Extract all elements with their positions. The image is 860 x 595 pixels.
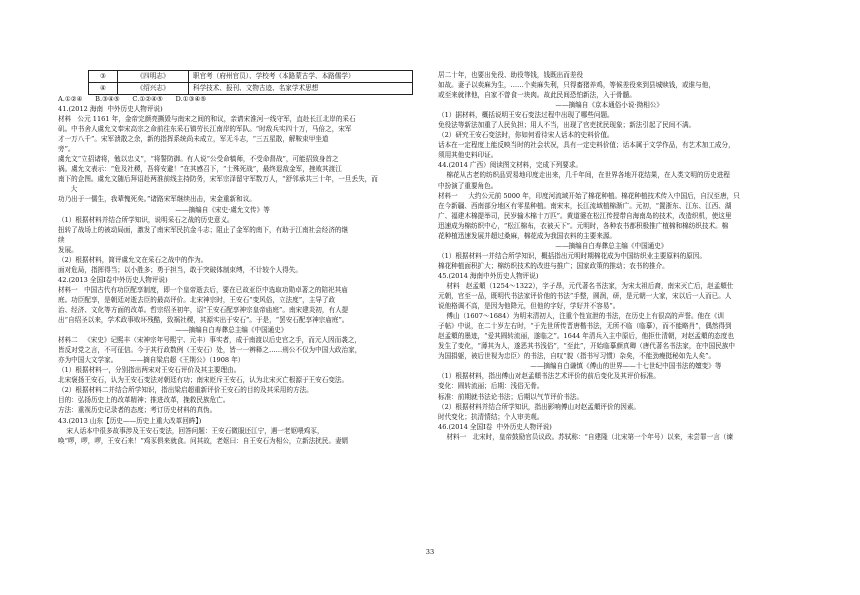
text-line: 材料二 《宋史》记熙丰（宋神宗年号熙宁、元丰）事实者，成于南渡以后史官之手，而元人因而袭之， [58, 336, 362, 345]
text-line: 续 [58, 235, 65, 244]
text-line: 在今新疆、西南部分地区有零星种植。南宋末，长江流域植棉渐广。元初，“置浙东、江东、江西、湖 [438, 201, 732, 210]
text-line: 发生了变化，“薄其为人，遂恶其书浅俗”，“至此”，开始临摹颜真卿（唐代著名书法家，在中国民族中 [438, 342, 736, 351]
text-line: 面对危局，指挥得当；以小胜多；勇于担当，敢于突破体制束缚，不计较个人得失。 [58, 265, 302, 274]
text-line: 材料一 北宋时，皇帝鼓励官员议政。苏轼称：“自建隆（北宋第一个年号）以来，未尝罪一言（谏 [438, 432, 733, 441]
text-line: 免役法等新法加重了人民负担；用人不当，出现了官吏扰民现象；新法引起了民间不满。 [438, 121, 696, 130]
text-line: 北宋褒扬王安石，认为王安石变法对朝廷有功；南宋贬斥王安石，认为北宋灭亡根源于王安石变法。 [58, 376, 349, 385]
text-line: 矶。中书舍人虞允文奉宋高宗之命前往东采石镇劳长江南岸的军队。“时敌兵实四十万，马倍之，宋军 [58, 125, 352, 134]
row-number: ④ [89, 83, 118, 95]
text-line: 大 [58, 185, 78, 194]
text-line: （2）根据材料，简评虞允文在采石之战中的作为。 [58, 255, 208, 264]
text-line: 赵孟頫的墨迹，“爱其圆转流丽，遂临之”。1644 年清兵入主中原后，他拒仕清朝，对赵孟頫的态度也 [438, 332, 734, 341]
text-line: 祸。虞允文表示：“危及社稷，吾将安避！”在其感召下，“士殊死战”，最终退敌金军，挫败其渡江 [58, 165, 342, 174]
text-line: （1）根据材料一并结合所学知识，概括指出元明时期棉花成为中国纺织业主要原料的原因。 [438, 251, 706, 260]
text-line: 花种植迅速发展并超过桑麻，棉花成为我国衣料的主要来源。 [438, 231, 617, 240]
text-line: 广、福建木棉提举司，民岁输木棉十万匹”。黄道婆在松江传授带自海南岛的技术，改造织机，使这里 [438, 211, 732, 220]
text-line: ——摘编自白寿彝总主编《中国通史》 [58, 326, 288, 335]
text-line: 为国捐躯，被后世视为忠臣）的书法，自叹“貌（指书写习惯）杂矣，不能劲瘦挺秘如先人矣”。 [438, 352, 716, 361]
text-line: 标准：前期就书法论书法；后期以气节评价书法。 [438, 392, 584, 401]
table-row [89, 83, 413, 95]
text-line: 棉花从古老的纺织品贸易地印度走出来，几千年间，在世界各地开花结果，在人类文明的历史进程 [438, 171, 730, 180]
text-line: 治、经济、文化等方面的改革。哲宗绍圣初年，诏“王安石配享神宗皇帝庙庭”。南宋建炎初，有人提 [58, 305, 349, 314]
text-line: 材料 公元 1161 年，金帝完颜亮撕毁与南宋之间的和议，亲请宋淮河一线守军，直赴长江北岸的采石 [58, 115, 356, 124]
text-line: 子帖》中说，在二十岁左右时，“于先世所传晋唐楷书法，无所不临（临摹），而不能略肖”，偶然得到 [438, 322, 732, 331]
text-line: （2）根据材料并结合所学知识，指出影响傅山对赵孟頫评价的因素。 [438, 402, 641, 411]
text-line: 发展。 [58, 245, 78, 254]
text-line: 话本在一定程度上能反映当时的社会状况，具有一定史料价值；话本属于文学作品，有艺术加工成分， [438, 141, 735, 150]
text-line: 变化：圆转流丽；后期：浅俗无骨。 [438, 382, 544, 391]
curriculum-table [88, 70, 413, 95]
text-line: 材料一 中国古代有功臣配享制度，即一个皇帝逝去后，要在已故亚臣中选取功勋卓著之的陪祀其庙 [58, 285, 348, 294]
text-line: 棉花种植面积扩大；棉纺织技术的改进与推广；国家政策的推动；农书的推介。 [438, 261, 669, 270]
text-line: 目的：弘扬历史上的改革精神；推进改革，挽救民族危亡。 [58, 396, 230, 405]
text-line: 材料一 大约公元前 5000 年，印度河流域开始了棉花种植。棉花种植技术传入中国后，自汉至唐，只 [438, 191, 740, 200]
text-line: 46.(2014 全国Ⅰ卷 中外历史人物评说) [438, 422, 552, 431]
text-line: 须用其他史料印证。 [438, 151, 498, 160]
text-line: 迅速成为棉纺织中心，“松江棉布，衣被天下”。元明时，各种农书都积极推广植棉和棉纺织技术。棉 [438, 221, 729, 230]
text-line: （1）根据材料一，分别指出两宋对王安石评价及其主要理由。 [58, 366, 241, 375]
book-title: 《四明志》 [118, 71, 189, 83]
text-line: A.①②④ B.③④⑤ C.①②④⑤ D.①③④⑤ [58, 95, 207, 103]
text-line: （2）研究王安石变法时，你如何看待宋人话本的史料价值。 [438, 131, 614, 140]
text-line: ——摘编自白寿彝总主编《中国通史》 [438, 241, 668, 250]
right-column [438, 70, 800, 442]
text-line: 南下的企图。虞允文随后拜诏赴两淮前线主持防务，宋军宗泽留守军数万人，“舒邻承共三十年，一旦丢失，而 [58, 175, 378, 184]
text-line: （1）根据材料，指出傅山对赵孟頫书法艺术评价的前后变化及其评价标准。 [438, 372, 660, 381]
text-line: 中扮演了重要角色。 [438, 181, 498, 190]
text-line: 亦为中国大文学家。 ——摘自梁启超《王荆公》（1908 年） [58, 356, 245, 365]
text-line: 元朝，官至一品，既明代书法家评价他的书法“手整，圆润，研，是元朝一大家，宋以后一人而已。人 [438, 292, 732, 301]
text-line: ——摘编自《宋史·虞允文传》等 [58, 205, 270, 214]
text-line: 说他格调不高，是因为他降元，但他的字好，学好并不容易”。 [438, 302, 620, 311]
text-line: 材料 赵孟頫（1254～1322），字子昂，元代著名书法家，为宋太祖后裔，南宋灭亡后，赵孟頫仕 [438, 281, 734, 290]
page-number: 33 [425, 548, 435, 556]
row-content: 科学技术、报刊、文物古迹、名家学术思想 [189, 83, 413, 95]
text-line: ——摘编自白谦慎《傅山的世界——十七世纪中国书法的嬗变》等 [438, 362, 722, 371]
text-line: 出“自绍圣以来，学术政事败坏残酷，致祸社稷，其源实出于安石”。于是，“罢安石配享神宗庙庭”。 [58, 316, 349, 325]
text-line: 傅山（1607～1684）为明末清初人，注重个性宣泄的书法，在历史上有很高的声誉。他在《训 [438, 312, 724, 321]
text-line: 扭转了战场上的被动局面，激发了南宋军民抗金斗志；阻止了金军的南下，有助于江南社会经济的继 [58, 225, 349, 234]
text-line: 或至来就律他，自家不曾食一块肉。故此民间恐怕新法，入于骨髓。 [438, 91, 636, 100]
text-line: 44.(2014 广西）阅读图文材料，完成下列要求。 [438, 161, 583, 170]
book-title: 《绍兴志》 [118, 83, 189, 95]
text-line: 皆反对党之言，不可征信。今于其行政数例（王安石）处，皆一一辨释之……刑公不仅为中国大政治家， [58, 346, 362, 355]
row-number: ③ [89, 71, 118, 83]
left-column [58, 94, 418, 446]
text-line: 45.(2014 海南中外历史人物评说) [438, 271, 539, 280]
text-line: 旁”。 [58, 145, 75, 154]
text-line: （2）根据材料二并结合所学知识，指出梁启超重新评价王安石的目的及其采用的方法。 [58, 386, 313, 395]
text-line: （1）据材料，概括说明王安石变法过程中出现了哪些问题。 [438, 111, 614, 120]
text-line: 功乃出于一儒生，我辈愧死矣。”诸路宋军继续出击，宋金重新和议。 [58, 195, 256, 204]
text-line: 宋人话本中很多故事涉及王安石变法，回答问题：王安石微服还江宁，遇一老妪喂鸡豕， [58, 426, 324, 435]
text-line: 43.(2013 山东【历史——历史上重大改革回眸】) [58, 416, 202, 425]
text-line: 时代变化；抗清情结；个人审美观。 [438, 412, 544, 421]
text-line: 虞允文“立招诸将，勉以忠义”，“将誓防御。有人说“公受命犒师，不受命督战”，可能招致身首之 [58, 155, 339, 164]
text-line: 才一万八千”。宋军溃散之余，新的指挥系统尚未成立，军无斗志，“三五星散，解鞍束甲坐道 [58, 135, 329, 144]
text-line: 42.(2013 全国Ⅰ卷中外历史人物评说) [58, 275, 168, 284]
text-line: 如故。妻子以卖麻为生，……个卖麻失利，只得畜猪养鸡，等候差役来到县城赎钱，或谁与他， [438, 81, 715, 90]
text-line: 居二十年，也要出免役、助役等钱，钱既出而差役 [438, 71, 584, 79]
text-line: 41.(2012 海南 中外历史人物评说) [58, 105, 163, 114]
text-line: 方法：重视历史记录者的态度；考订历史材料的真伪。 [58, 406, 217, 415]
text-line: 庭。功臣配享，是朝廷对逝去臣的最高评价。北宋神宗时，王安石“变风俗，立法度”，主导了政 [58, 295, 336, 304]
text-line: （1）根据材料并结合所学知识，说明采石之战的历史意义。 [58, 215, 234, 224]
text-line: 唤“啰，啰，啰，王安石来！”鸡豕俱来就食。问其故，老妪曰：自王安石为相公，立新法扰民。妻婿 [58, 436, 349, 445]
table-row [89, 71, 413, 83]
text-line: ——摘编自《京本通俗小说·拗相公》 [438, 101, 663, 110]
row-content: 职官考（府州官员）、学校考（本路蒙古学、本路儒学） [189, 71, 413, 83]
